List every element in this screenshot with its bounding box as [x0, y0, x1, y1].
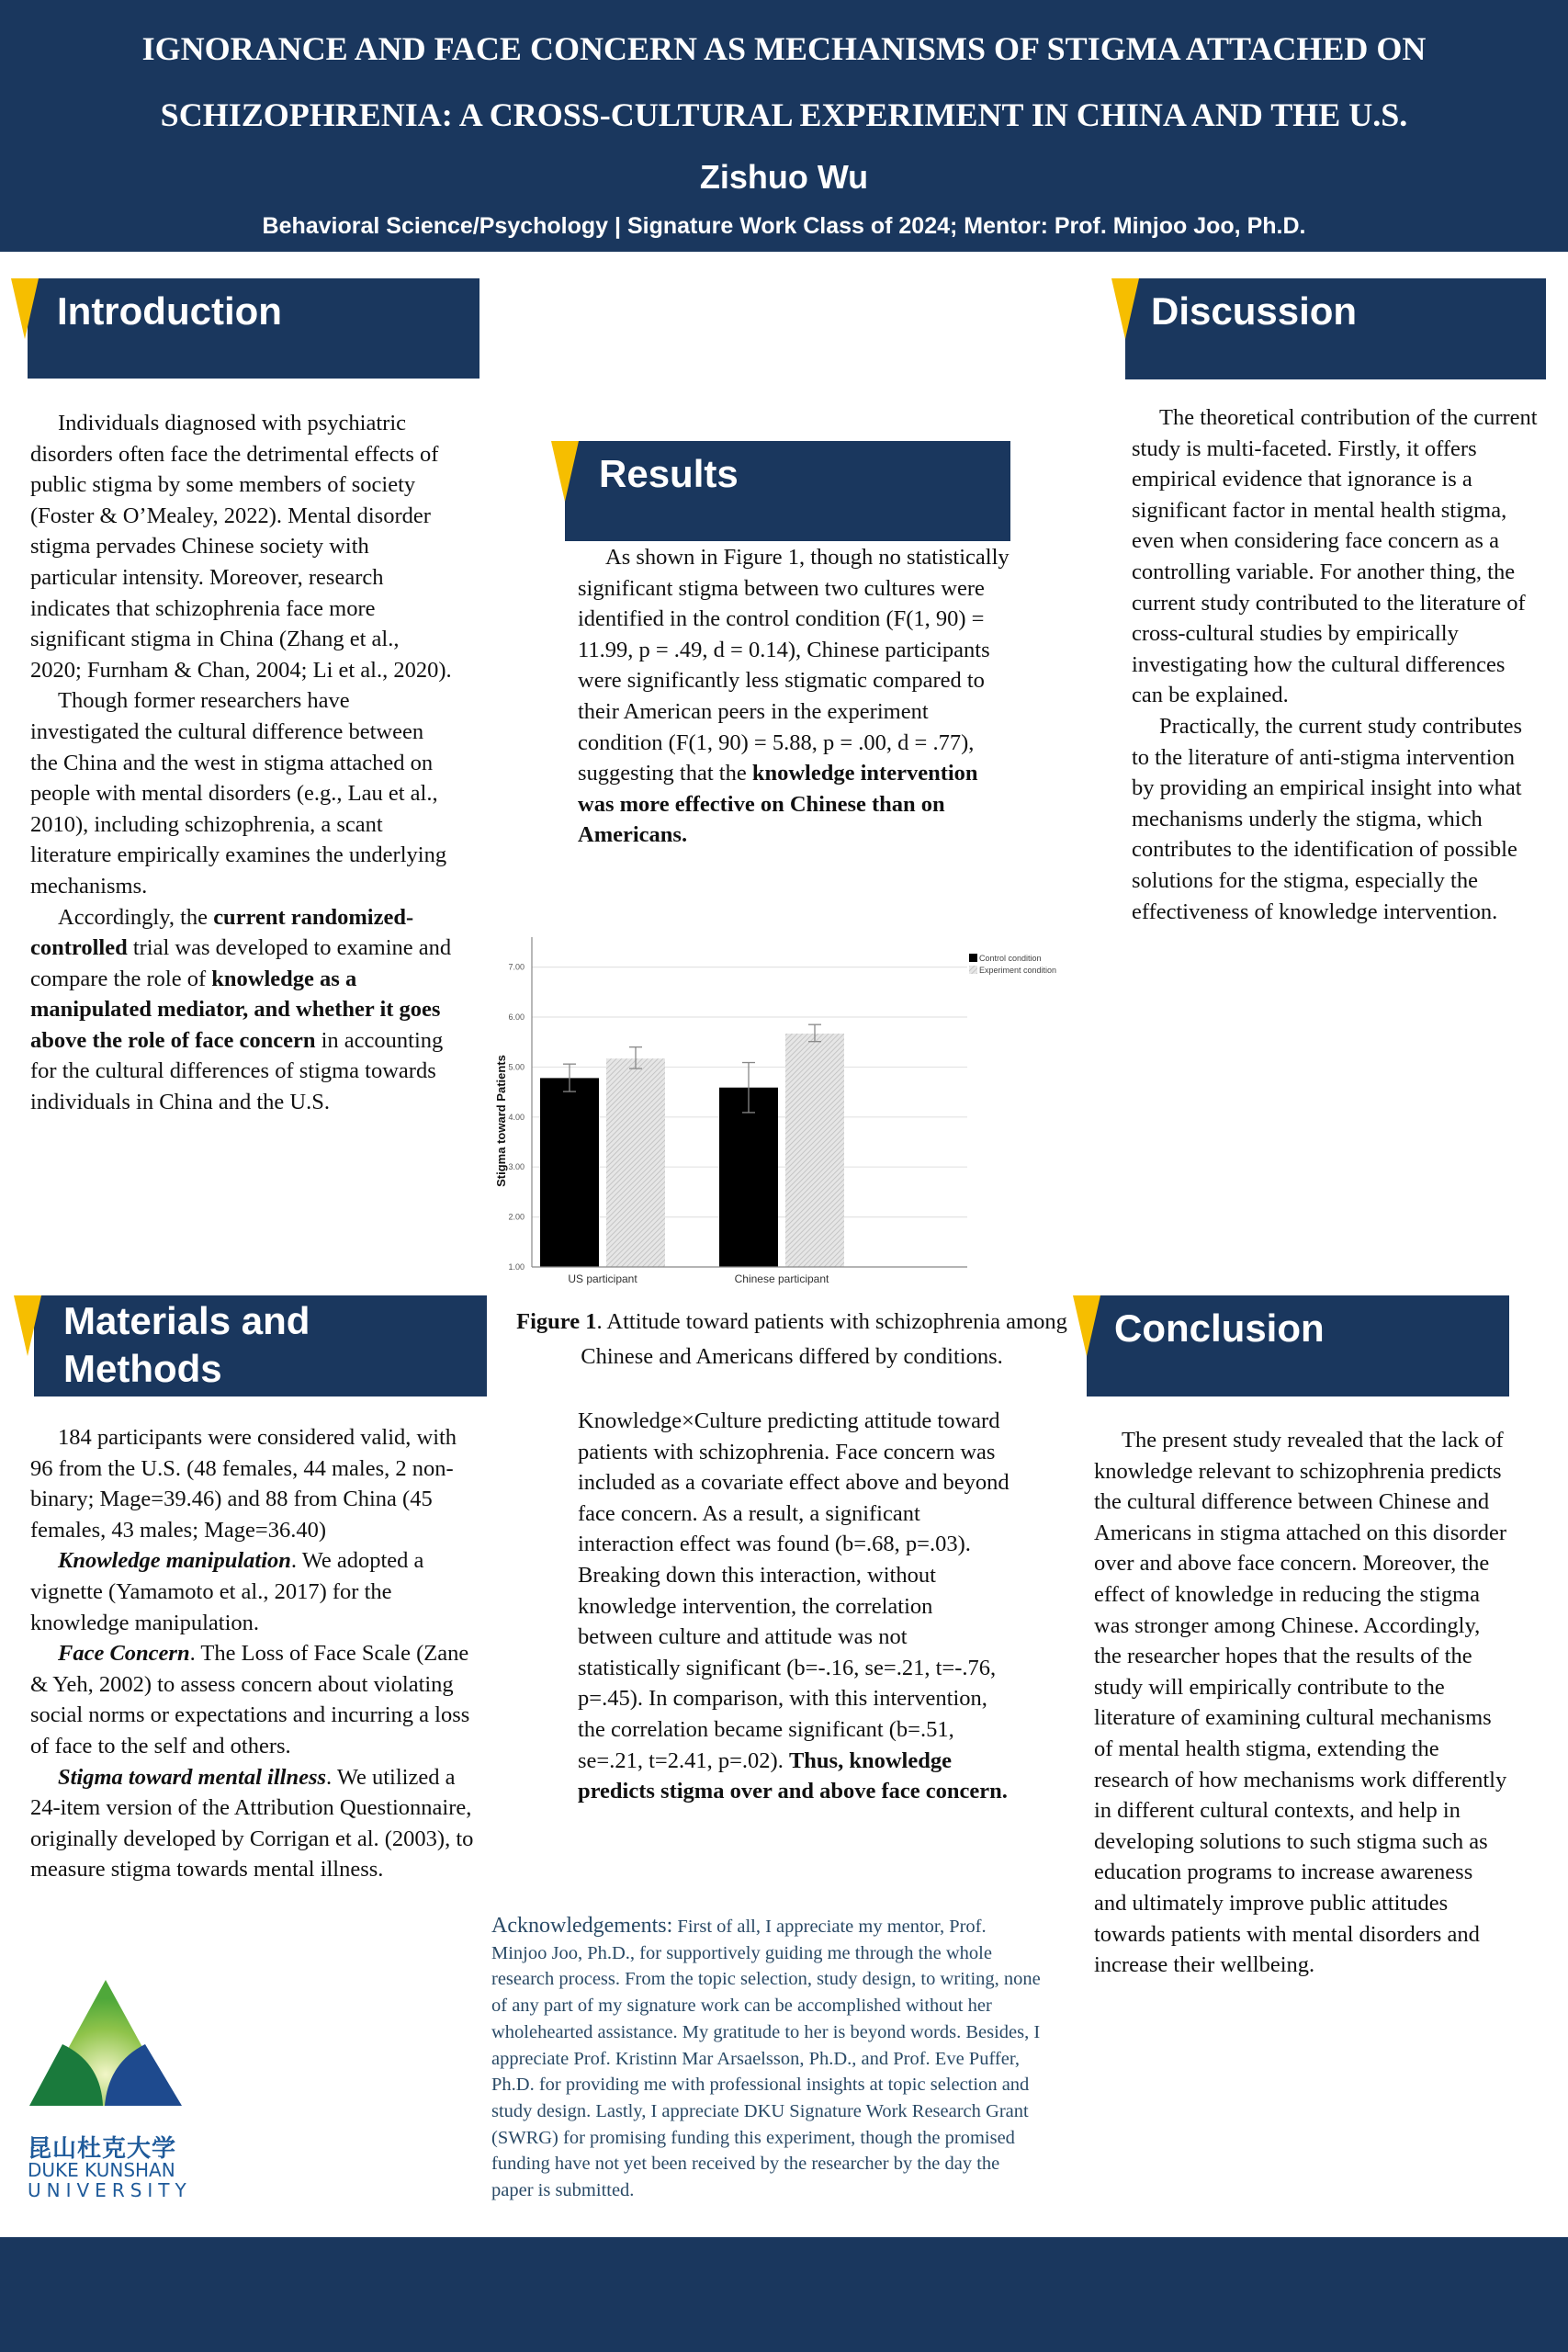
caption-label: Figure 1 [516, 1309, 597, 1334]
yellow-triangle-icon [11, 278, 39, 339]
footer-band [0, 2237, 1568, 2352]
results-paragraph-2 [578, 1406, 1010, 1807]
introduction-body [30, 408, 453, 1118]
text-run: in accounting for the cultural differences of stigma towards individuals in China and the U.S. [30, 1027, 444, 1115]
conclusion-header [1087, 1295, 1509, 1396]
methods-paragraph-1: 184 participants were considered valid, with 96 from the U.S. (48 females, 44 males, 2 non-binary; Mage=39.46) and 88 from China (45 females, 43 males; Mage=36.40) [30, 1425, 457, 1543]
yellow-triangle-icon [1073, 1295, 1100, 1356]
logo-name-english-2: UNIVERSITY [28, 2179, 192, 2201]
y-tick-label: 2.00 [508, 1212, 525, 1222]
y-tick-label: 7.00 [508, 962, 525, 972]
conclusion-paragraph-1: The present study revealed that the lack of knowledge relevant to schizophrenia predicts the cultural difference between Chinese and Americans in stigma attached on this disorder over and above face concern. Moreover, the effect of knowledge in reducing the stigma was stronger among Chinese. Accordingly, the researcher hopes that the results of the study will empirically contribute to the literature of examining cultural mechanisms of mental health stigma, extending the research of how mechanisms work differently in different cultural contexts, and help in developing solutions to such stigma such as education programs to increase awareness and ultimately improve public attitudes towards patients with mental disorders and increase their wellbeing. [1094, 1428, 1507, 1978]
bar-experiment [785, 1034, 844, 1267]
methods-heading [63, 1297, 310, 1393]
yellow-triangle-icon [14, 1295, 41, 1356]
x-tick-label: US participant [568, 1272, 637, 1285]
y-axis-label: Stigma toward Patients [494, 1055, 508, 1187]
text-run: . We utilized a 24-item version of the Attribution Questionnaire, originally developed by Corrigan et al. (2003), to measure stigma towards mental illness. [30, 1764, 474, 1883]
acknowledgements-heading: Acknowledgements: [491, 1914, 673, 1938]
yellow-triangle-icon [1111, 278, 1139, 339]
text-run: . We adopted a vignette (Yamamoto et al., 2017) for the knowledge manipulation. [30, 1548, 424, 1635]
methods-heading-line-2: Methods [63, 1347, 222, 1390]
y-tick-label: 5.00 [508, 1062, 525, 1072]
affiliation: Behavioral Science/Psychology | Signature Work Class of 2024; Mentor: Prof. Minjoo Joo, Ph.D. [262, 213, 1306, 239]
introduction-paragraph-3 [30, 902, 453, 1118]
discussion-body [1132, 402, 1540, 927]
discussion-header [1125, 278, 1546, 379]
yellow-triangle-icon [551, 441, 579, 502]
legend-label: Experiment condition [979, 966, 1057, 975]
bar-control [719, 1088, 778, 1267]
text-run: Accordingly, the [58, 904, 214, 930]
acknowledgements-body: First of all, I appreciate my mentor, Prof. Minjoo Joo, Ph.D., for supportively guiding me through the whole research process. From the topic selection, study design, to writing, none of any part of my signature work can be accomplished without her wholehearted assistance. My gratitude to her is beyond words. Besides, I appreciate Prof. Kristinn Mar Arsaelsson, Ph.D., and Prof. Eve Puffer, Ph.D. for providing me with professional insights at topic selection and study design. Lastly, I appreciate DKU Signature Work Research Grant (SWRG) for promising funding this experiment, though the promised funding have not yet been received by the researcher by the day the paper is submitted. [491, 1917, 1041, 2201]
discussion-paragraph-1: The theoretical contribution of the current study is multi-faceted. Firstly, it offers empirical evidence that ignorance is a significant factor in mental health stigma, even when considering face concern as a controlling variable. For another thing, the current study contributed to the literature of cross-cultural studies by empirically investigating how the cultural differences can be explained. [1132, 405, 1538, 708]
methods-paragraph-3 [30, 1638, 480, 1761]
methods-paragraph-2 [30, 1545, 480, 1638]
bold-run: current randomized-controlled [30, 904, 414, 961]
methods-heading-line-1: Materials and [63, 1299, 310, 1342]
discussion-paragraph-2: Practically, the current study contributes to the literature of anti-stigma intervention by providing an empirical insight into what mechanisms underly the stigma, which contributes to the identification of possible solutions for the stigma, especially the effectiveness of knowledge intervention. [1132, 713, 1523, 924]
bar-control [540, 1078, 599, 1267]
introduction-paragraph-2: Though former researchers have investigated the cultural difference between the China and the west in stigma attached on people with mental disorders (e.g., Lau et al., 2010), including schizophrenia, a scant literature empirically examines the underlying mechanisms. [30, 688, 447, 899]
bar-experiment [606, 1058, 665, 1267]
italic-run: Stigma toward mental illness [58, 1764, 327, 1790]
introduction-paragraph-1: Individuals diagnosed with psychiatric disorders often face the detrimental effects of public stigma by some members of society (Foster & O’Mealey, 2022). Mental disorder stigma pervades Chinese society with particular intensity. Moreover, research indicates that schizophrenia face more significant stigma in China (Zhang et al., 2020; Furnham & Chan, 2004; Li et al., 2020). [30, 411, 452, 683]
bold-run: knowledge intervention was more effective on Chinese than on Americans. [578, 761, 978, 848]
author-name: Zishuo Wu [699, 158, 869, 196]
results-body-1 [578, 542, 1010, 851]
methods-body [30, 1422, 480, 1885]
discussion-heading: Discussion [1151, 289, 1358, 333]
introduction-heading: Introduction [57, 289, 282, 333]
legend-label: Control condition [979, 954, 1042, 963]
x-tick-label: Chinese participant [734, 1272, 829, 1285]
figure-1-caption [507, 1305, 1077, 1374]
text-run: As shown in Figure 1, though no statistically significant stigma between two cultures were identified in the control condition (F(1, 90) = 11.99, p = .49, d = 0.14), Chinese participants were significantly less stigmatic compared to their American peers in the experiment condition (F(1, 90) = 5.88, p = .00, d = .77), suggesting that the [578, 545, 1010, 786]
poster-title-line-1: IGNORANCE AND FACE CONCERN AS MECHANISMS OF STIGMA ATTACHED ON [141, 30, 1427, 67]
text-run: Knowledge×Culture predicting attitude toward patients with schizophrenia. Face concern was included as a covariate effect above and beyond face concern. As a result, a significant interaction effect was found (b=.68, p=.03). Breaking down this interaction, without knowledge intervention, the correlation between culture and attitude was not statistically significant (b=-.16, se=.21, t=-.76, p=.45). In comparison, with this intervention, the correlation became significant (b=.51, se=.21, t=2.41, p=.02). [578, 1408, 1010, 1773]
logo-name-english-1: DUKE KUNSHAN [28, 2159, 175, 2181]
methods-paragraph-4 [30, 1762, 480, 1885]
caption-text: . Attitude toward patients with schizophrenia among Chinese and Americans differed by conditions. [581, 1309, 1067, 1369]
legend-swatch [969, 966, 977, 974]
acknowledgements [491, 1913, 1043, 2204]
conclusion-heading: Conclusion [1114, 1306, 1325, 1350]
results-paragraph-1 [578, 542, 1010, 851]
results-header [565, 441, 1010, 541]
text-run: trial was developed to examine and compare the role of [30, 935, 452, 991]
conclusion-body [1094, 1425, 1507, 1981]
results-body-2 [578, 1406, 1010, 1807]
bold-run: Thus, knowledge predicts stigma over and above face concern. [578, 1747, 1008, 1804]
logo-name-chinese: 昆山杜克大学 [28, 2135, 177, 2163]
methods-header [34, 1295, 487, 1396]
italic-run: Face Concern [58, 1641, 190, 1667]
dku-logo-icon [28, 1980, 184, 2109]
results-heading: Results [599, 452, 739, 495]
italic-run: Knowledge manipulation [58, 1548, 291, 1574]
text-run: . The Loss of Face Scale (Zane & Yeh, 2002) to assess concern about violating social norms or expectations and incurring a loss of face to the self and others. [30, 1641, 470, 1758]
y-tick-label: 6.00 [508, 1012, 525, 1023]
y-tick-label: 4.00 [508, 1112, 525, 1122]
legend-swatch [969, 954, 977, 962]
y-tick-label: 3.00 [508, 1162, 525, 1172]
poster-title-line-2: SCHIZOPHRENIA: A CROSS-CULTURAL EXPERIMENT IN CHINA AND THE U.S. [160, 96, 1408, 133]
figure-1-bar-chart [487, 928, 1093, 1295]
bold-run: knowledge as a manipulated mediator, and whether it goes above the role of face concern [30, 966, 441, 1053]
y-tick-label: 1.00 [508, 1262, 525, 1272]
introduction-header [28, 278, 479, 379]
